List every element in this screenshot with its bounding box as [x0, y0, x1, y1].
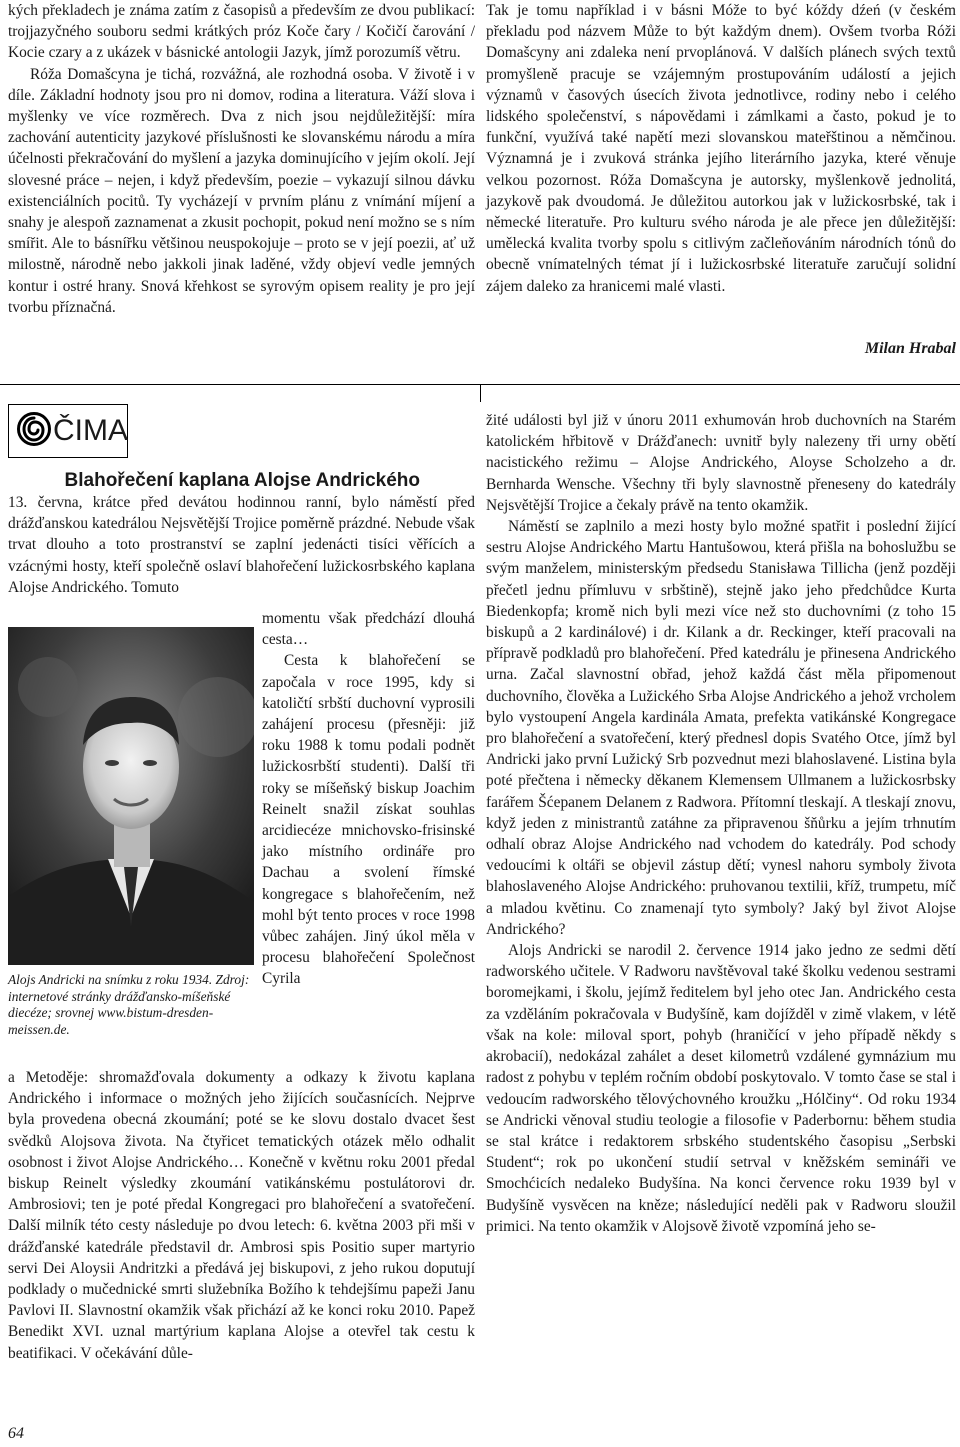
- article-title: Blahořečení kaplana Alojse Andrického: [64, 470, 420, 491]
- paragraph: 13. června, krátce před devátou hodinnou ranní, bylo náměstí před drážďanskou katedrálou Nejsvětější Trojice poměrně prázdné. Nebude však trvat dlouho a toto prostranství se zaplní jedenácti tisíci věřících a vzácnými hosty, kteří společně oslaví blahořečení lužickosrbského kaplana Alojse Andrického. Tomuto: [8, 494, 475, 596]
- paragraph: kých překladech je známa zatím z časopisů a především ze dvou publikací: trojjazyčného souboru sedmi krátkých próz Koče čary / Kočičí čarování / Kocie czary a z ukázek v básnické antologii Jazyk, jímž porozumíš větru.: [8, 2, 475, 62]
- spiral-logo-icon: [17, 412, 51, 446]
- page-number: 64: [8, 1425, 24, 1442]
- paragraph: Alojs Andricki se narodil 2. července 1914 jako jedno ze sedmi dětí radworského učitele. V Radworu navštěvoval také školku vedenou sestrami boromejkami, i školu, jejímž ředitelem byl jeho otec Jan. Andrického cesta za vzděláním pokračovala v Budyšíně, kam dojížděl v zimě vlakem, v létě však na kole: miloval sport, pohyb (hraničící v jeho případě někdy s akrobacií), nedokázal zahálet a deset kilometrů vzdálené gymnázium mu radost z pohybu v teplém ročním období poskytovalo. V tomto čase se stal i vedoucím radworského tělovýchovného kroužku „Hólčiny“. Od roku 1934 se Andricki věnoval studiu teologie a filosofie v Paderbornu: během studia se stal krátce i redaktorem srbského studentského časopisu „Serbski Student“; rok po ukončení studií setrval v kněžském semináři ve Smochćicích nedaleko Budyšína. Na konci července roku 1939 byl v Budyšíně vysvěcen na kněze; následující neděli pak v Radworu sloužil primici. Na tento okamžik v Alojsově životě vzpomíná jeho se-: [486, 942, 956, 1235]
- author-signature: Milan Hrabal: [864, 340, 956, 357]
- article-lede: [8, 492, 475, 598]
- paragraph: Cesta k blahořečení se započala v roce 1995, kdy si katoličtí srbští duchovní vyprosili zahájení procesu (přesněji: již roku 1988 k tomu podali podnět lužickosrbští studenti). Další tři roky se míšeňský biskup Joachim Reinelt snažil získat souhlas arcidiecéze mnichovsko-frisinské jako místního ordináře pro Dachau a svolení římské kongregace s blahořečením, než mohl být tento proces v roce 1998 vůbec zahájen. Jiný úkol měla v procesu blahořečení Společnost Cyrila: [262, 652, 475, 988]
- paragraph: Náměstí se zaplnilo a mezi hosty bylo možné spatřit i poslední žijící sestru Alojse Andrického Martu Hantušowou, která přišla na bohoslužbu se svým manželem, ministerským předsedu Stanisława Tillicha (jenž později přečetl jednu přímluvu v srbštině), stejně jako jeho předchůdce Kurta Biedenkopfa; kromě nich byli mezi více než sto duchovními (z toho 15 biskupů a 2 kardinálové) i dr. Kilank a dr. Reckinger, kteří pracovali na přípravě podkladů pro blahořečení. Před katedrálu je přinesena Andrického urna. Začal slavnostní obřad, jehož každá část měla připomenout duchovního, člověka a Lužického Srba Alojse Andrického a jehož vrcholem bylo vystoupení Angela kardinála Amata, prefekta vatikánské Kongregace pro blahořečení a svatořečení, který přednesl dopis Svatého Otce, jímž byl Andricki jako první Lužický Srb pozvednut mezi blahoslavené. Listina byla poté přečtena i německy děkanem Klemensem Ullmanem a lužickosrbsky farářem Šćepanem Delanem z Radwora. Přítomní tleskají. A tleskají znovu, když jeden z ministrantů zatáhne za připravenou šňůrku a jejím trhnutím odhalí obraz Alojse Andrického nad vchodem do katedrály. Pod schody vedoucími k oltáři se objevil zástup dětí; vynesl nahoru symboly života blahoslaveného Alojse Andrického: pruhovanou textilii, kříž, trumpetu, míč a mladou květinu. Co znamenají tyto symboly? Jaký byl život Alojse Andrického?: [486, 518, 956, 938]
- top-left-column: [8, 0, 475, 318]
- photo-caption: Alojs Andricki na snímku z roku 1934. Zdroj: internetové stránky drážďansko-míšeňské diecéze; srovnej www.bistum-dresden-meissen.de.: [8, 972, 250, 1037]
- paragraph: Tak je tomu například i v básni Móže to być kóždy dźeń (v českém překladu pod názvem Může to být každým dnem). Ovšem tvorba Róži Domašcyny ani zdaleka není prvoplánová. V dalších plánech svých textů promyšleně pracuje se vzájemným prostupováním událostí a jejich významů v časových úsecích života jednotlivce, rodiny nebo i celého lidského společenství, s nápovědami i zámlkami a často, pokud je to funkční, využívá také napětí mezi slovanskou mateřštinou a němčinou. Významná je i zvuková stránka jejího literárního jazyka, které věnuje velkou pozornost. Róža Domašcyna je autorsky, myšlenkově jednolitá, jazykově pak dvoudomá. Je důležitou autorkou jak v lužickosrbské, tak i německé literatuře. Pro kulturu svého národa je ale přece jen důležitější: umělecká kvalita tvorby spolu s citlivým začleňováním národních tónů do obecně vnímatelných témat jí i lužickosrbské literatuře zaručují solidní zájem daleko za hranicemi malé vlasti.: [486, 2, 956, 295]
- article-continuation: [8, 1067, 475, 1364]
- paragraph: a Metoděje: shromažďovala dokumenty a odkazy k životu kaplana Andrického i informace o možných jeho žijících současnících. Nejprve byla provedena obecná zkoumání; poté se ke slovu dostalo dvacet šest svědků Alojsova života. Na čtyřicet tematických otázek mělo odhalit osobnost i život Alojse Andrického… Konečně v květnu roku 2001 předal biskup Reinelt výsledky zkoumání vatikánskému postulátorovi dr. Ambrosiovi; ten je poté předal Kongregaci pro blahořečení a svatořečení. Další milník této cesty následuje po dvou letech: 6. května 2003 při mši v drážďanské katedrále představil dr. Ambrosi spis Positio super martyrio servi Dei Aloysii Andritzki a předává jej biskupovi, z jeho rukou doputují podklady o mučednické smrti služebníka Božího k tehdejšímu papeži Janu Pavlovi II. Slavnostní okamžik však přichází až ke konci roku 2010. Papež Benedikt XVI. uznal martýrium kaplana Alojse a otevřel tak cestu k beatifikaci. V očekávání důle-: [8, 1069, 475, 1362]
- paragraph: Róža Domašcyna je tichá, rozvážná, ale rozhodná osoba. V životě i v díle. Základní hodnoty jsou pro ni domov, rodina a literatura. Váží slova i myšlenky ve více rozměrech. Dva z nich jsou nejdůležitější: míra zachování autenticity jazykové příslušnosti ke slovanskému národu a míra účelnosti překračování do myšlení a jazyka dominujícího v jejím okolí. Její slovesné práce – nejen, i když především, poezie – vykazují silnou dávku existenciálních pocitů. Ty vycházejí v prvním plánu z vnímání míjení a snahy je alespoň zaznamenat a zkusit pochopit, pokud není možno se s ním smířit. Ale to básnířku většinou neuspokojuje – proto se v její poezii, ať už milostně, národně nebo jakkoli jinak laděné, vždy objeví vedle jemných kontur i ostré hrany. Snová křehkost se syrovým opisem reality je pro její tvorbu příznačná.: [8, 65, 475, 316]
- portrait-image: [8, 627, 254, 965]
- portrait-photo: [8, 627, 254, 965]
- top-right-column: [486, 0, 956, 297]
- paragraph: momentu však předchází dlouhá cesta…: [262, 610, 475, 649]
- section-logo: [8, 404, 128, 458]
- right-article-column: [486, 410, 956, 1237]
- paragraph: žité události byl již v únoru 2011 exhumován hrob duchovních na Starém katolickém hřbitově v Drážďanech: uvnitř byly nalezeny tři urny obětí nacistického režimu – Alojse Andrického, Aloyse Scholzeho a dr. Bernharda Wensche. Všechny tři byly slavnostně přeneseny do katedrály Nejsvětější Trojice a čekaly právě na tento okamžik.: [486, 412, 956, 514]
- photo-wrap-text: [262, 608, 475, 990]
- section-logo-text: ČIMA: [53, 414, 128, 447]
- column-divider: [480, 384, 481, 402]
